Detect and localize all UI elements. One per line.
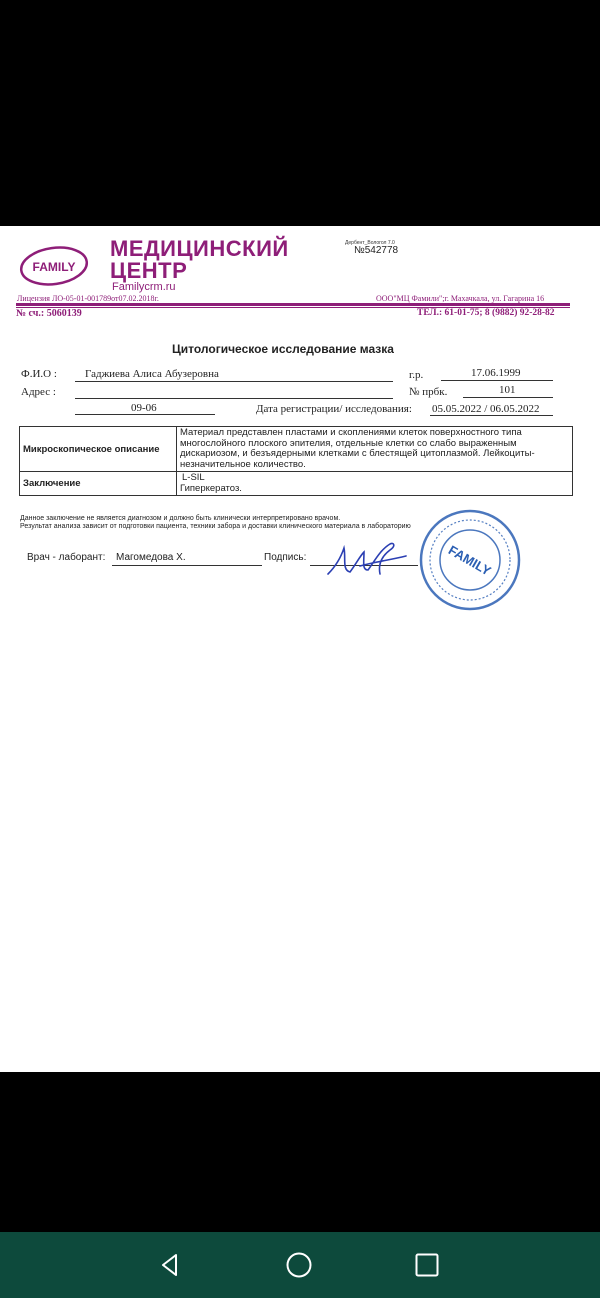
fio-value: Гаджиева Алиса Абузеровна [85, 368, 219, 380]
family-logo [18, 244, 90, 288]
svg-text:FAMILY: FAMILY [445, 542, 494, 579]
license-text: Лицензия ЛО-05-01-001789от07.02.2018г. [17, 294, 159, 303]
registration-value: 05.05.2022 / 06.05.2022 [432, 403, 540, 415]
org-address: ООО"МЦ Фамили";г. Махачкала, ул. Гагарина 16 [376, 294, 545, 303]
back-icon[interactable] [156, 1250, 186, 1280]
brand-website: Familycrm.ru [112, 281, 176, 293]
code-underline [75, 414, 215, 415]
recent-apps-icon[interactable] [412, 1250, 442, 1280]
dob-label: г.р. [409, 369, 424, 381]
table-row [20, 472, 573, 496]
clinic-stamp [418, 508, 522, 612]
address-label: Адрес : [21, 386, 56, 398]
phone-numbers: ТЕЛ.: 61-01-75; 8 (9882) 92-28-82 [417, 308, 555, 318]
conclusion-label: Заключение [20, 472, 177, 496]
doctor-name: Магомедова Х. [116, 552, 186, 563]
status-bar-area [0, 0, 600, 226]
home-icon[interactable] [284, 1250, 314, 1280]
dob-underline [441, 380, 553, 381]
results-table [19, 426, 573, 496]
handwritten-signature [320, 534, 410, 582]
report-title: Цитологическое исследование мазка [172, 342, 394, 356]
form-id: Дербент_Вологол 7.0 [345, 240, 395, 246]
doctor-label: Врач - лаборант: [27, 552, 106, 563]
table-row [20, 427, 573, 472]
registration-label: Дата регистрации/ исследования: [256, 403, 412, 415]
medical-report-document [0, 226, 600, 1072]
conclusion-line2: Гиперкератоз. [180, 482, 242, 494]
doctor-underline [112, 565, 262, 566]
sample-value: 101 [499, 384, 516, 396]
registration-underline [430, 415, 553, 416]
code-value: 09-06 [131, 402, 157, 414]
disclaimer-line2: Результат анализа зависит от подготовки пациента, техники забора и доставки клинического материала в лабораторию [20, 523, 411, 530]
conclusion-cell [177, 472, 573, 496]
brand-title-line2: ЦЕНТР [110, 258, 188, 283]
disclaimer-line1: Данное заключение не является диагнозом и должно быть клинически интерпретировано врачом. [20, 515, 341, 522]
fio-underline [75, 381, 393, 382]
sample-underline [463, 397, 553, 398]
fio-label: Ф.И.О : [21, 368, 57, 380]
document-number: №542778 [354, 245, 399, 256]
micro-label: Микроскопическое описание [20, 427, 177, 472]
navigation-bar [0, 1232, 600, 1298]
sample-label: № прбк. [409, 386, 448, 398]
dob-value: 17.06.1999 [471, 367, 521, 379]
brand-title-line1: МЕДИЦИНСКИЙ [110, 236, 289, 261]
svg-text:FAMILY: FAMILY [32, 260, 76, 274]
conclusion-line1: L-SIL [182, 472, 205, 483]
header-rule [16, 303, 570, 306]
address-underline [75, 398, 393, 399]
micro-text: Материал представлен пластами и скоплениями клеток поверхностного типа многослойного плоского эпителия, отдельные клетки со слабо выраженным дискариозом, и безъядерными клетками с блестящей цитоплазмой. Лейкоциты-незначительное количество. [177, 427, 573, 472]
account-number: № сч.: 5060139 [16, 308, 82, 319]
signature-label: Подпись: [264, 552, 307, 563]
